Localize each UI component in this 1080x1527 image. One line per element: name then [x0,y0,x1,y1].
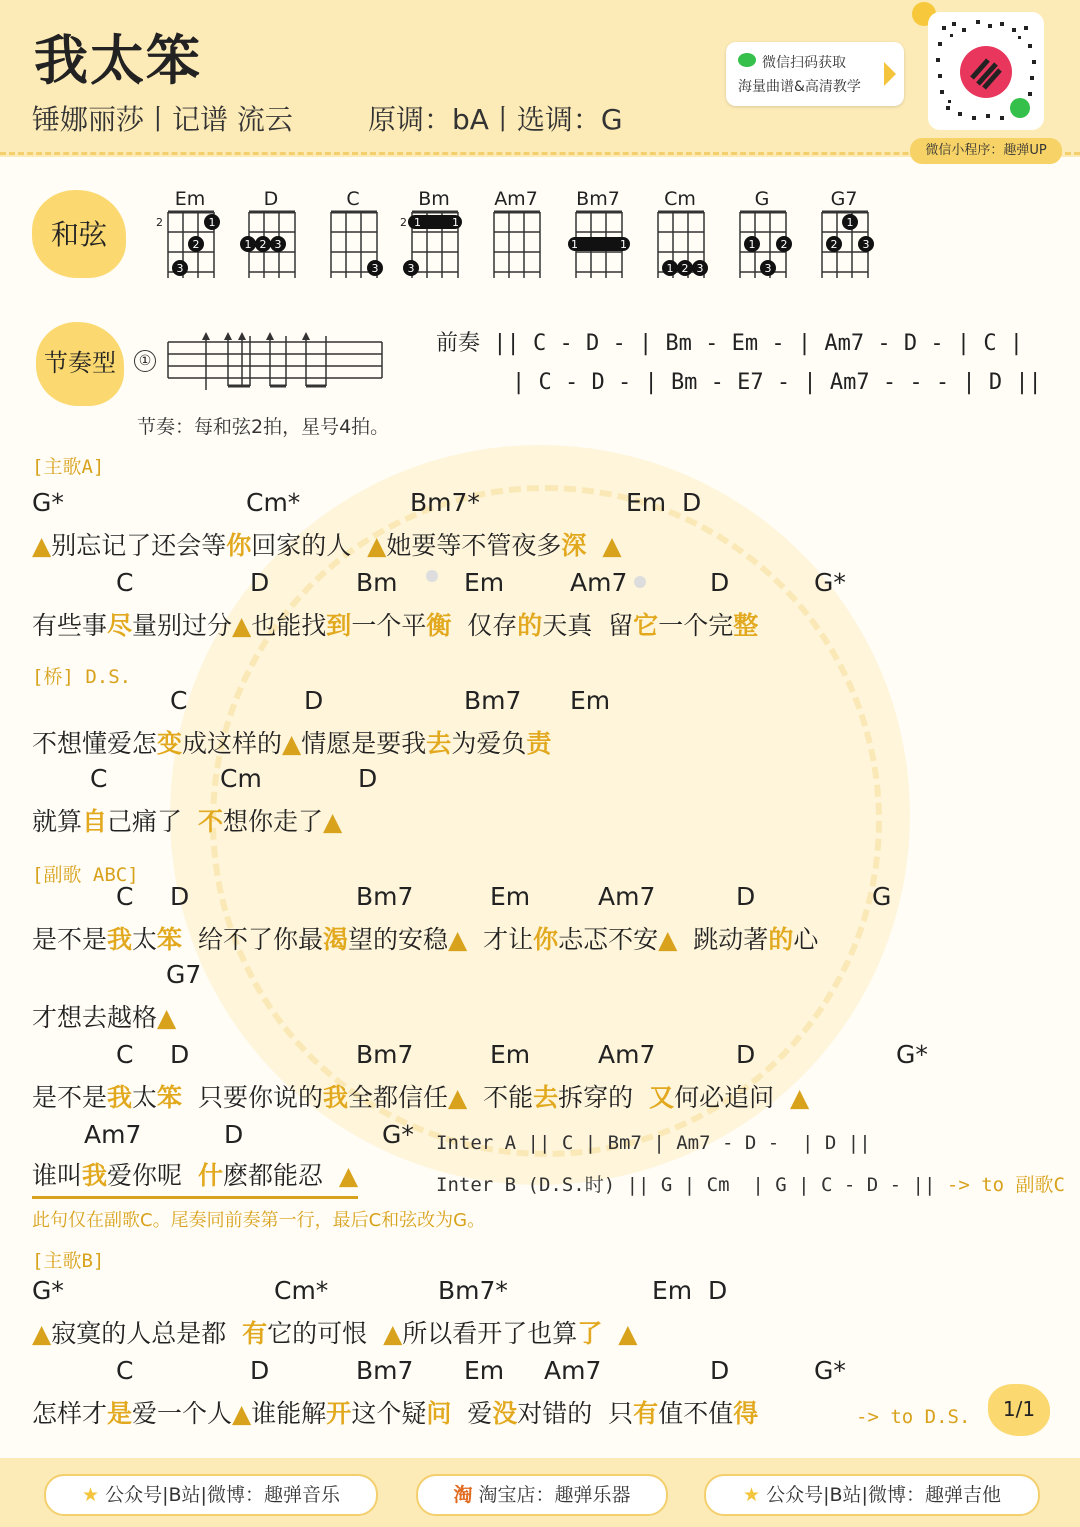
chord-symbol: D [304,686,324,715]
dot-marker [426,570,438,582]
promo-line1: 微信扫码获取 [762,55,846,71]
svg-text:3: 3 [764,262,772,275]
chord-symbol: D [224,1120,244,1149]
svg-text:1: 1 [571,238,578,251]
chord-symbol: Em [464,568,505,597]
chord-symbol: D [710,1356,730,1385]
lyric-line: 有些事尽量别过分▲也能找到一个平衡 仅存的天真 留它一个完整 [32,611,759,640]
footer-social-guitar[interactable] [704,1474,1040,1516]
chord-symbol: Bm7 [356,1356,414,1385]
chord-symbol: G* [382,1120,414,1149]
to-ds-tag: -> to D.S. [856,1406,971,1428]
taobao-icon: 淘 [453,1484,473,1506]
chord-name: Bm7 [576,188,620,210]
wechat-icon [738,53,756,67]
lyric-line: 才想去越格▲ [32,1003,177,1032]
fretboard [490,210,550,280]
lyric-line: 怎样才是爱一个人▲谁能解开这个疑问 爱没对错的 只有值不值得 [32,1399,759,1428]
star-icon: ★ [82,1484,100,1506]
chord-symbol: Em [490,1040,531,1069]
chord-symbol: Cm [220,764,262,793]
chord-name: Am7 [494,188,538,210]
chord-symbol: Am7 [84,1120,142,1149]
arrow-right-icon [884,62,896,86]
chord-symbol: Bm7 [356,882,414,911]
chord-symbol: C [170,686,188,715]
chord-name: G [754,188,770,210]
svg-text:2: 2 [192,238,200,251]
fretboard [327,210,387,280]
chord-symbol: D [710,568,730,597]
chord-symbol: Em [570,686,611,715]
chord-symbol: Em D [626,488,702,517]
chord-symbol: C [116,882,134,911]
chord-symbol: C [90,764,108,793]
fretboard [572,210,632,280]
chord-symbol: Em D [652,1276,728,1305]
chord-symbol: D [170,1040,190,1069]
rhythm-staff-icon [166,330,386,404]
chord-symbol: Am7 [598,882,656,911]
chord-symbol: D [250,1356,270,1385]
fretboard [654,210,714,280]
svg-text:3: 3 [407,262,415,275]
lyric-line: 是不是我太笨 给不了你最渴望的安稳▲ 才让你忐忑不安▲ 跳动著的心 [32,925,819,954]
svg-text:2: 2 [259,238,267,251]
svg-text:1: 1 [452,216,459,229]
svg-text:2: 2 [681,262,689,275]
svg-text:1: 1 [620,238,627,251]
prelude-line-1: 前奏 || C - D - | Bm - Em - | Am7 - D - | C | [436,331,1024,356]
section-label-verse-a: [主歌A] [32,456,105,478]
inter-b-text: Inter B (D.S.时) || G | Cm | G | C - D - || [436,1174,936,1196]
chord-symbol: Bm7 [356,1040,414,1069]
miniprogram-label[interactable]: 微信小程序：趣弹UP [910,138,1062,164]
section-label-chorus: [副歌 ABC] [32,864,139,886]
key-line: 原调：bA丨选调：G [368,103,623,136]
chord-name: Cm [664,188,696,210]
chord-symbol: G7 [166,960,202,989]
chord-symbol: Bm7* [410,488,480,517]
rhythm-note: 节奏：每和弦2拍，星号4拍。 [137,416,390,438]
svg-text:1: 1 [748,238,756,251]
lyric-line: 不想懂爱怎变成这样的▲情愿是要我去为爱负责 [32,729,552,758]
lyric-line: ▲寂寞的人总是都 有它的可恨 ▲所以看开了也算了 ▲ [32,1319,638,1348]
chord-symbol: D [170,882,190,911]
chord-symbol: G* [814,1356,846,1385]
chord-symbol: Em [490,882,531,911]
svg-text:2: 2 [780,238,788,251]
footer-social-music[interactable] [44,1474,378,1516]
promo-card[interactable] [726,42,904,106]
chord-symbol: Am7 [598,1040,656,1069]
svg-text:3: 3 [274,238,282,251]
svg-text:1: 1 [208,216,216,229]
section-label-verse-b: [主歌B] [32,1250,105,1272]
svg-text:1: 1 [846,216,854,229]
svg-text:3: 3 [862,238,870,251]
footer-left-text: 公众号|B站|微博：趣弹音乐 [105,1484,340,1506]
rhythm-badge: 节奏型 [36,322,124,406]
fretboard [736,210,796,280]
chord-symbol: C [116,1040,134,1069]
chord-name: Bm [418,188,450,210]
chorus-note: 此句仅在副歌C。尾奏同前奏第一行，最后C和弦改为G。 [32,1210,486,1231]
chord-symbol: Am7 [544,1356,602,1385]
svg-text:1: 1 [414,216,421,229]
chord-symbol: Cm* [274,1276,329,1305]
chord-symbol: Em [464,1356,505,1385]
fretboard [245,210,305,280]
inter-b-line [436,1170,1065,1197]
chord-symbol: C [116,568,134,597]
svg-text:3: 3 [371,262,379,275]
svg-text:3: 3 [176,262,184,275]
lyric-line: 就算自己痛了 不想你走了▲ [32,807,343,836]
chords-badge: 和弦 [32,190,126,278]
footer-taobao[interactable] [416,1474,668,1516]
chord-symbol: G* [814,568,846,597]
chord-name: D [263,188,279,210]
page-number: 1/1 [988,1384,1050,1436]
chord-symbol: D [736,882,756,911]
footer-middle-text: 淘宝店：趣弹乐器 [478,1484,631,1506]
chord-symbol: D [250,568,270,597]
fret-number: 2 [400,216,407,229]
svg-text:2: 2 [830,238,838,251]
inter-a-line: Inter A || C | Bm7 | Am7 - D - | D || [436,1132,871,1154]
promo-line2: 海量曲谱&高清教学 [738,79,861,95]
fret-number: 2 [156,216,163,229]
svg-text:1: 1 [666,262,674,275]
song-title: 我太笨 [34,29,202,92]
chord-symbol: D [736,1040,756,1069]
chord-symbol: C [116,1356,134,1385]
fretboard [818,210,878,280]
svg-text:3: 3 [696,262,704,275]
fretboard [164,210,224,280]
chord-symbol: Bm7 [464,686,522,715]
footer-right-text: 公众号|B站|微博：趣弹吉他 [766,1484,1001,1506]
chord-symbol: G* [896,1040,928,1069]
chord-symbol: Bm7* [438,1276,508,1305]
qr-pattern-icon [928,12,1044,130]
star-icon: ★ [743,1484,761,1506]
section-label-bridge: [桥] D.S. [32,666,132,688]
rhythm-number: ① [134,350,156,372]
chord-symbol: G [872,882,892,911]
chord-symbol: D [358,764,378,793]
artist-line: 锤娜丽莎丨记谱 流云 [32,103,293,136]
dot-marker [634,576,646,588]
svg-text:1: 1 [244,238,252,251]
lyric-line: 谁叫我爱你呢 什麽都能忍 ▲ [32,1156,358,1199]
chord-symbol: Bm [356,568,398,597]
chord-name: G7 [830,188,858,210]
lyric-line: 是不是我太笨 只要你说的我全都信任▲ 不能去拆穿的 又何必追问 ▲ [32,1083,810,1112]
lyric-line: ▲别忘记了还会等你回家的人 ▲她要等不管夜多深 ▲ [32,531,622,560]
fretboard [408,210,468,280]
chord-symbol: G* [32,488,64,517]
prelude-line-2: | C - D - | Bm - E7 - | Am7 - - - | D || [512,370,1042,395]
qr-code[interactable] [928,12,1044,130]
chord-symbol: Am7 [570,568,628,597]
chord-name: Em [174,188,206,210]
chord-symbol: G* [32,1276,64,1305]
to-chorus-c-tag: -> to 副歌C [946,1174,1065,1196]
chord-symbol: Cm* [246,488,301,517]
chord-name: C [346,188,360,210]
